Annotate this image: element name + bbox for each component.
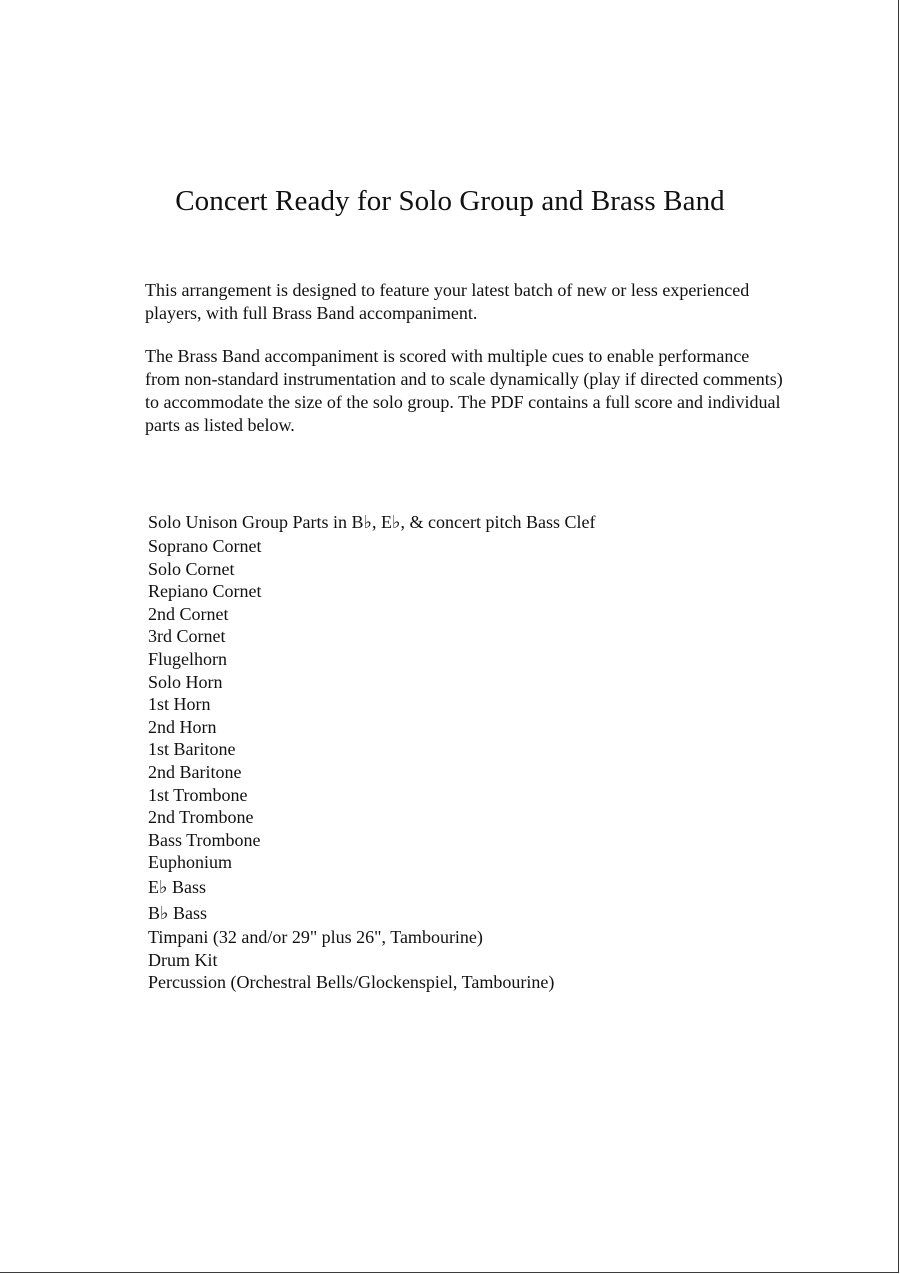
parts-list-item: 2nd Cornet	[148, 603, 229, 624]
intro-paragraph-text: This arrangement is designed to feature your latest batch of new or less experienced players, with full Brass Band accompaniment.	[145, 280, 750, 323]
parts-list-item: Euphonium	[148, 852, 232, 873]
parts-list-item: Bass Trombone	[148, 829, 261, 850]
parts-list-item: 2nd Horn	[148, 716, 217, 737]
parts-list-item: E♭ Bass	[148, 876, 206, 897]
intro-paragraph	[145, 279, 785, 325]
parts-list-item: Soprano Cornet	[148, 536, 262, 556]
parts-list-item: 1st Trombone	[148, 784, 248, 805]
intro-paragraph	[145, 345, 785, 437]
parts-list-item: Flugelhorn	[148, 648, 227, 669]
parts-list-item: 2nd Baritone	[148, 761, 242, 782]
parts-list	[148, 509, 788, 994]
parts-list-item: 1st Horn	[148, 694, 211, 715]
parts-list-item: 1st Baritone	[148, 739, 236, 760]
parts-list-item: Repiano Cornet	[148, 581, 262, 602]
parts-list-item: 3rd Cornet	[148, 626, 226, 647]
parts-list-item: Solo Horn	[148, 671, 223, 692]
parts-list-item: Solo Unison Group Parts in B♭, E♭, & concert pitch Bass Clef	[148, 512, 596, 532]
parts-list-item: Percussion (Orchestral Bells/Glockenspiel, Tambourine)	[148, 972, 555, 993]
document-title: Concert Ready for Solo Group and Brass Band	[175, 185, 725, 217]
parts-list-item: B♭ Bass	[148, 902, 208, 923]
parts-list-item: 2nd Trombone	[148, 807, 254, 828]
parts-list-item: Timpani (32 and/or 29" plus 26", Tambourine)	[148, 926, 483, 947]
intro-paragraph-text: The Brass Band accompaniment is scored with multiple cues to enable performance from non-standard instrumentation and to scale dynamically (play if directed comments) to accommodate the size of the solo group. The PDF contains a full score and individual parts as listed below.	[145, 346, 783, 435]
parts-list-item: Drum Kit	[148, 949, 218, 970]
parts-list-item: Solo Cornet	[148, 558, 235, 579]
